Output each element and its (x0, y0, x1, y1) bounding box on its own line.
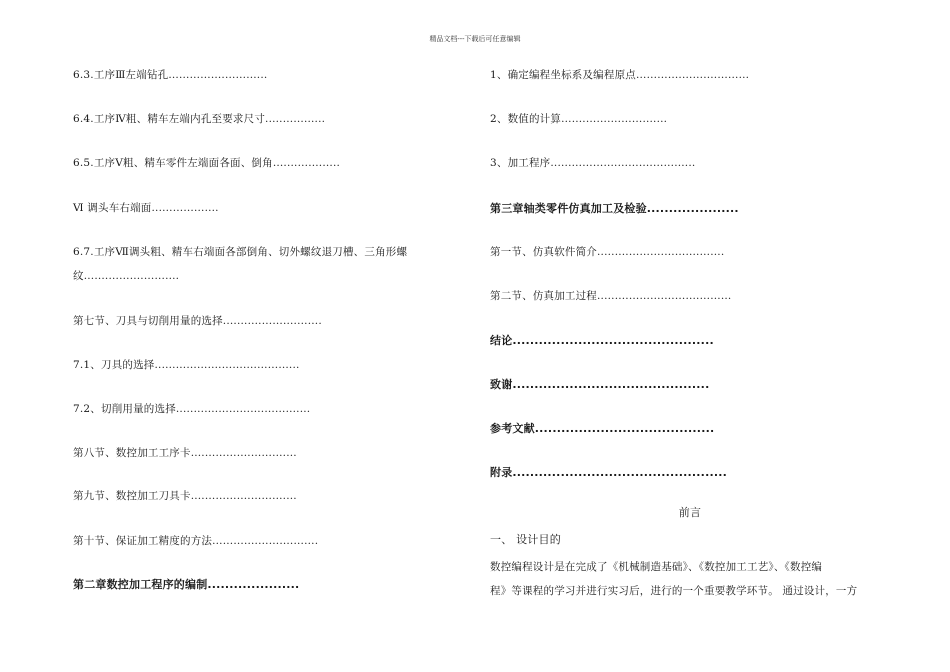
toc-entry[interactable]: Ⅵ 调头车右端面................... (73, 202, 219, 214)
body-paragraph-line: 程》等课程的学习并进行实习后，进行的一个重要教学环节。 通过设计，一方 (490, 585, 858, 597)
toc-entry[interactable]: 1、确定编程坐标系及编程原点................................ (490, 69, 750, 81)
section-heading: 一、 设计目的 (490, 533, 561, 546)
toc-entry[interactable]: 2、数值的计算.............................. (490, 113, 668, 125)
toc-entry[interactable]: 6.7.工序Ⅶ调头粗、精车右端面各部倒角、切外螺纹退刀槽、三角形螺 (73, 246, 408, 258)
toc-entry[interactable]: 第二节、仿真加工过程...................................... (490, 290, 732, 302)
toc-entry[interactable]: 7.1、刀具的选择......................................... (73, 359, 300, 371)
toc-entry[interactable]: 第一节、仿真软件简介.................................... (490, 246, 725, 258)
toc-entry[interactable]: 第十节、保证加工精度的方法.............................. (73, 535, 319, 547)
toc-entry[interactable]: 第八节、数控加工工序卡.............................. (73, 447, 297, 459)
page-header: 精品文档---下载后可任意编辑 (429, 35, 521, 43)
toc-entry-continuation[interactable]: 纹........................... (73, 270, 180, 282)
toc-entry[interactable]: 6.3.工序Ⅲ左端钻孔............................ (73, 69, 268, 81)
toc-entry[interactable]: 第七节、刀具与切削用量的选择............................ (73, 315, 322, 327)
toc-entry[interactable]: 3、加工程序......................................... (490, 157, 696, 169)
toc-chapter-entry[interactable]: 第二章数控加工程序的编制..................... (73, 578, 300, 591)
toc-chapter-entry[interactable]: 致谢............................................. (490, 378, 710, 391)
toc-chapter-entry[interactable]: 第三章轴类零件仿真加工及检验..................... (490, 202, 739, 215)
preface-title: 前言 (678, 506, 702, 519)
toc-entry[interactable]: 6.5.工序Ⅴ粗、精车零件左端面各面、倒角................... (73, 157, 341, 169)
toc-entry[interactable]: 6.4.工序Ⅳ粗、精车左端内孔至要求尺寸................. (73, 113, 326, 125)
toc-chapter-entry[interactable]: 结论.............................................. (490, 334, 714, 347)
toc-chapter-entry[interactable]: 附录................................................. (490, 466, 727, 479)
toc-chapter-entry[interactable]: 参考文献......................................... (490, 422, 715, 435)
toc-entry[interactable]: 第九节、数控加工刀具卡.............................. (73, 490, 297, 502)
toc-entry[interactable]: 7.2、切削用量的选择...................................... (73, 403, 311, 415)
body-paragraph-line: 数控编程设计是在完成了《机械制造基础》、《数控加工工艺》、《数控编 (490, 561, 823, 573)
